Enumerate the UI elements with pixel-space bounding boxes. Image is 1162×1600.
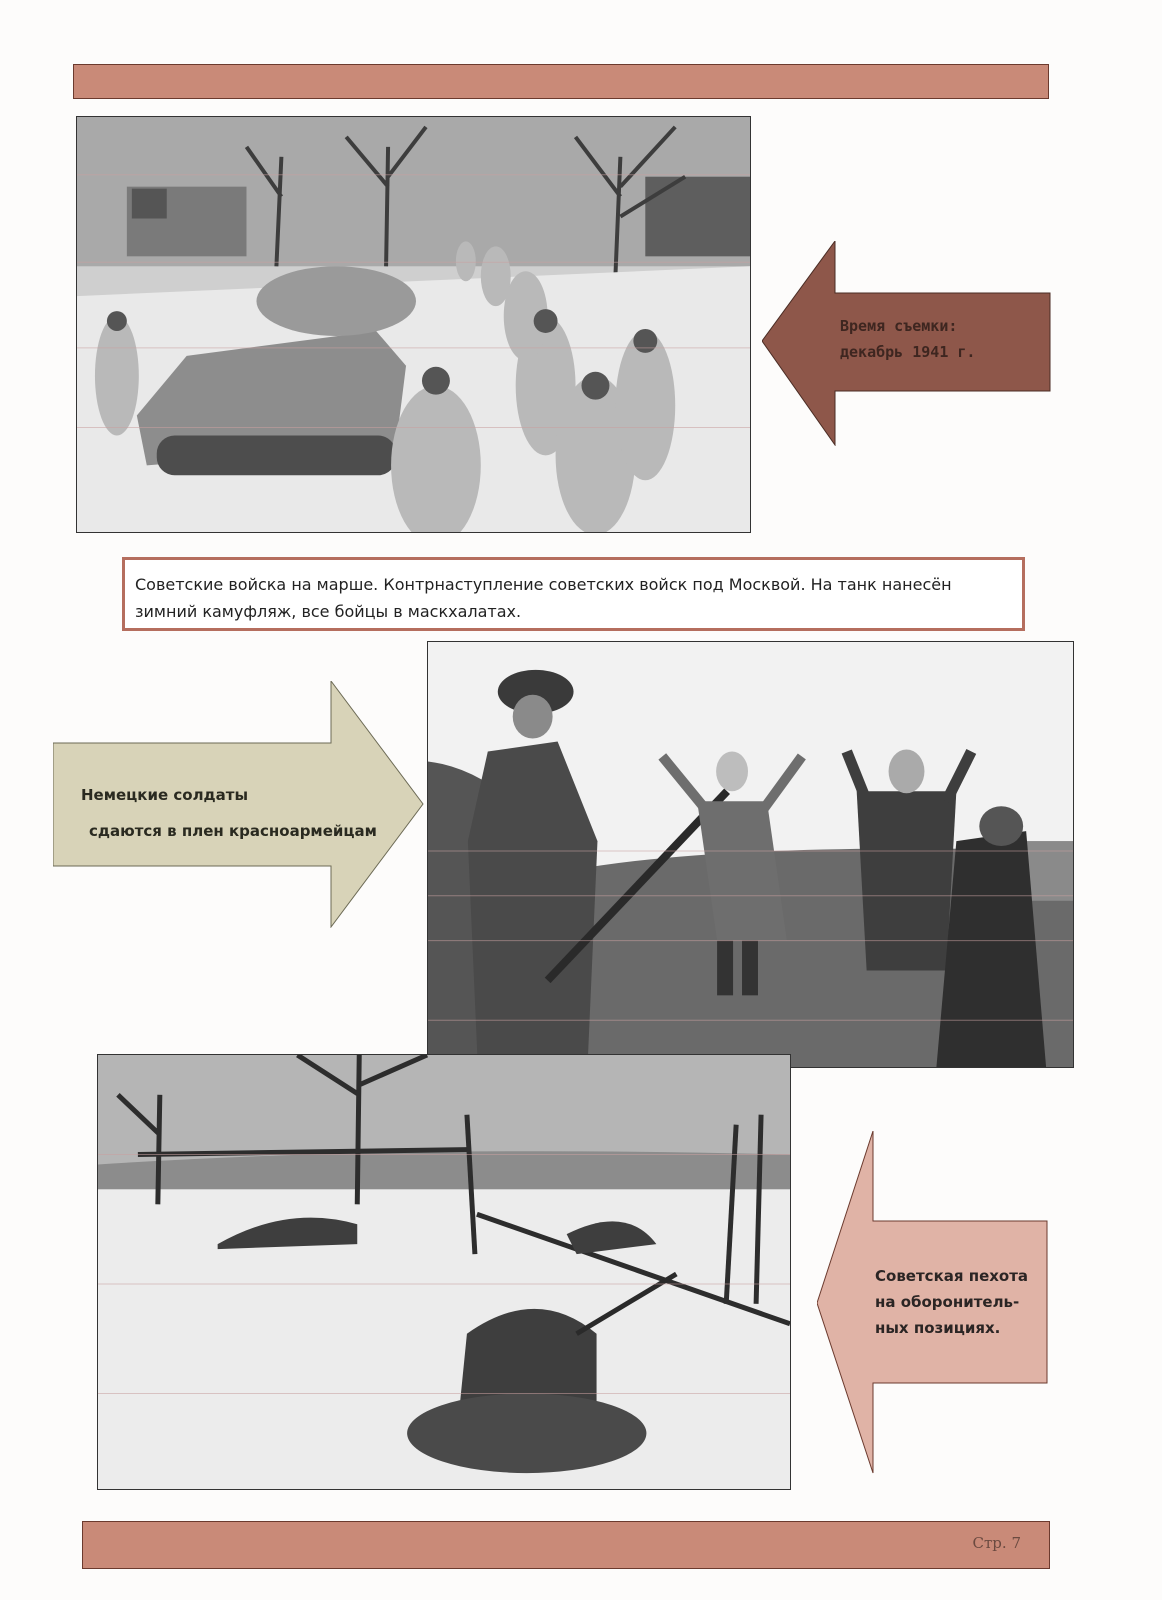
defense-caption-line1: Советская пехота — [875, 1267, 1029, 1285]
surrender-caption-line2: сдаются в плен красноармейцам — [89, 822, 377, 840]
surrender-caption-line1: Немецкие солдаты — [81, 786, 249, 804]
photo-infantry-defense — [97, 1054, 791, 1490]
footer-band — [82, 1521, 1050, 1569]
arrow-defense-callout — [817, 1131, 1049, 1474]
date-caption-line1: Время съемки: — [840, 317, 958, 335]
photo-troops-march — [76, 116, 751, 533]
caption-march: Советские войска на марше. Контрнаступление советских войск под Москвой. На танк нанесён зимний камуфляж, все бойцы в маскхалатах. — [122, 557, 1025, 631]
arrow-surrender-callout — [53, 681, 425, 928]
photo-surrender — [427, 641, 1074, 1068]
defense-caption-line3: ных позициях. — [875, 1319, 1001, 1337]
arrow-date-callout — [762, 241, 1052, 446]
defense-caption-line2: на оборонитель- — [875, 1293, 1020, 1311]
header-band — [73, 64, 1049, 99]
date-caption-line2: декабрь 1941 г. — [840, 343, 976, 361]
page-number: Стр. 7 — [972, 1534, 1021, 1552]
